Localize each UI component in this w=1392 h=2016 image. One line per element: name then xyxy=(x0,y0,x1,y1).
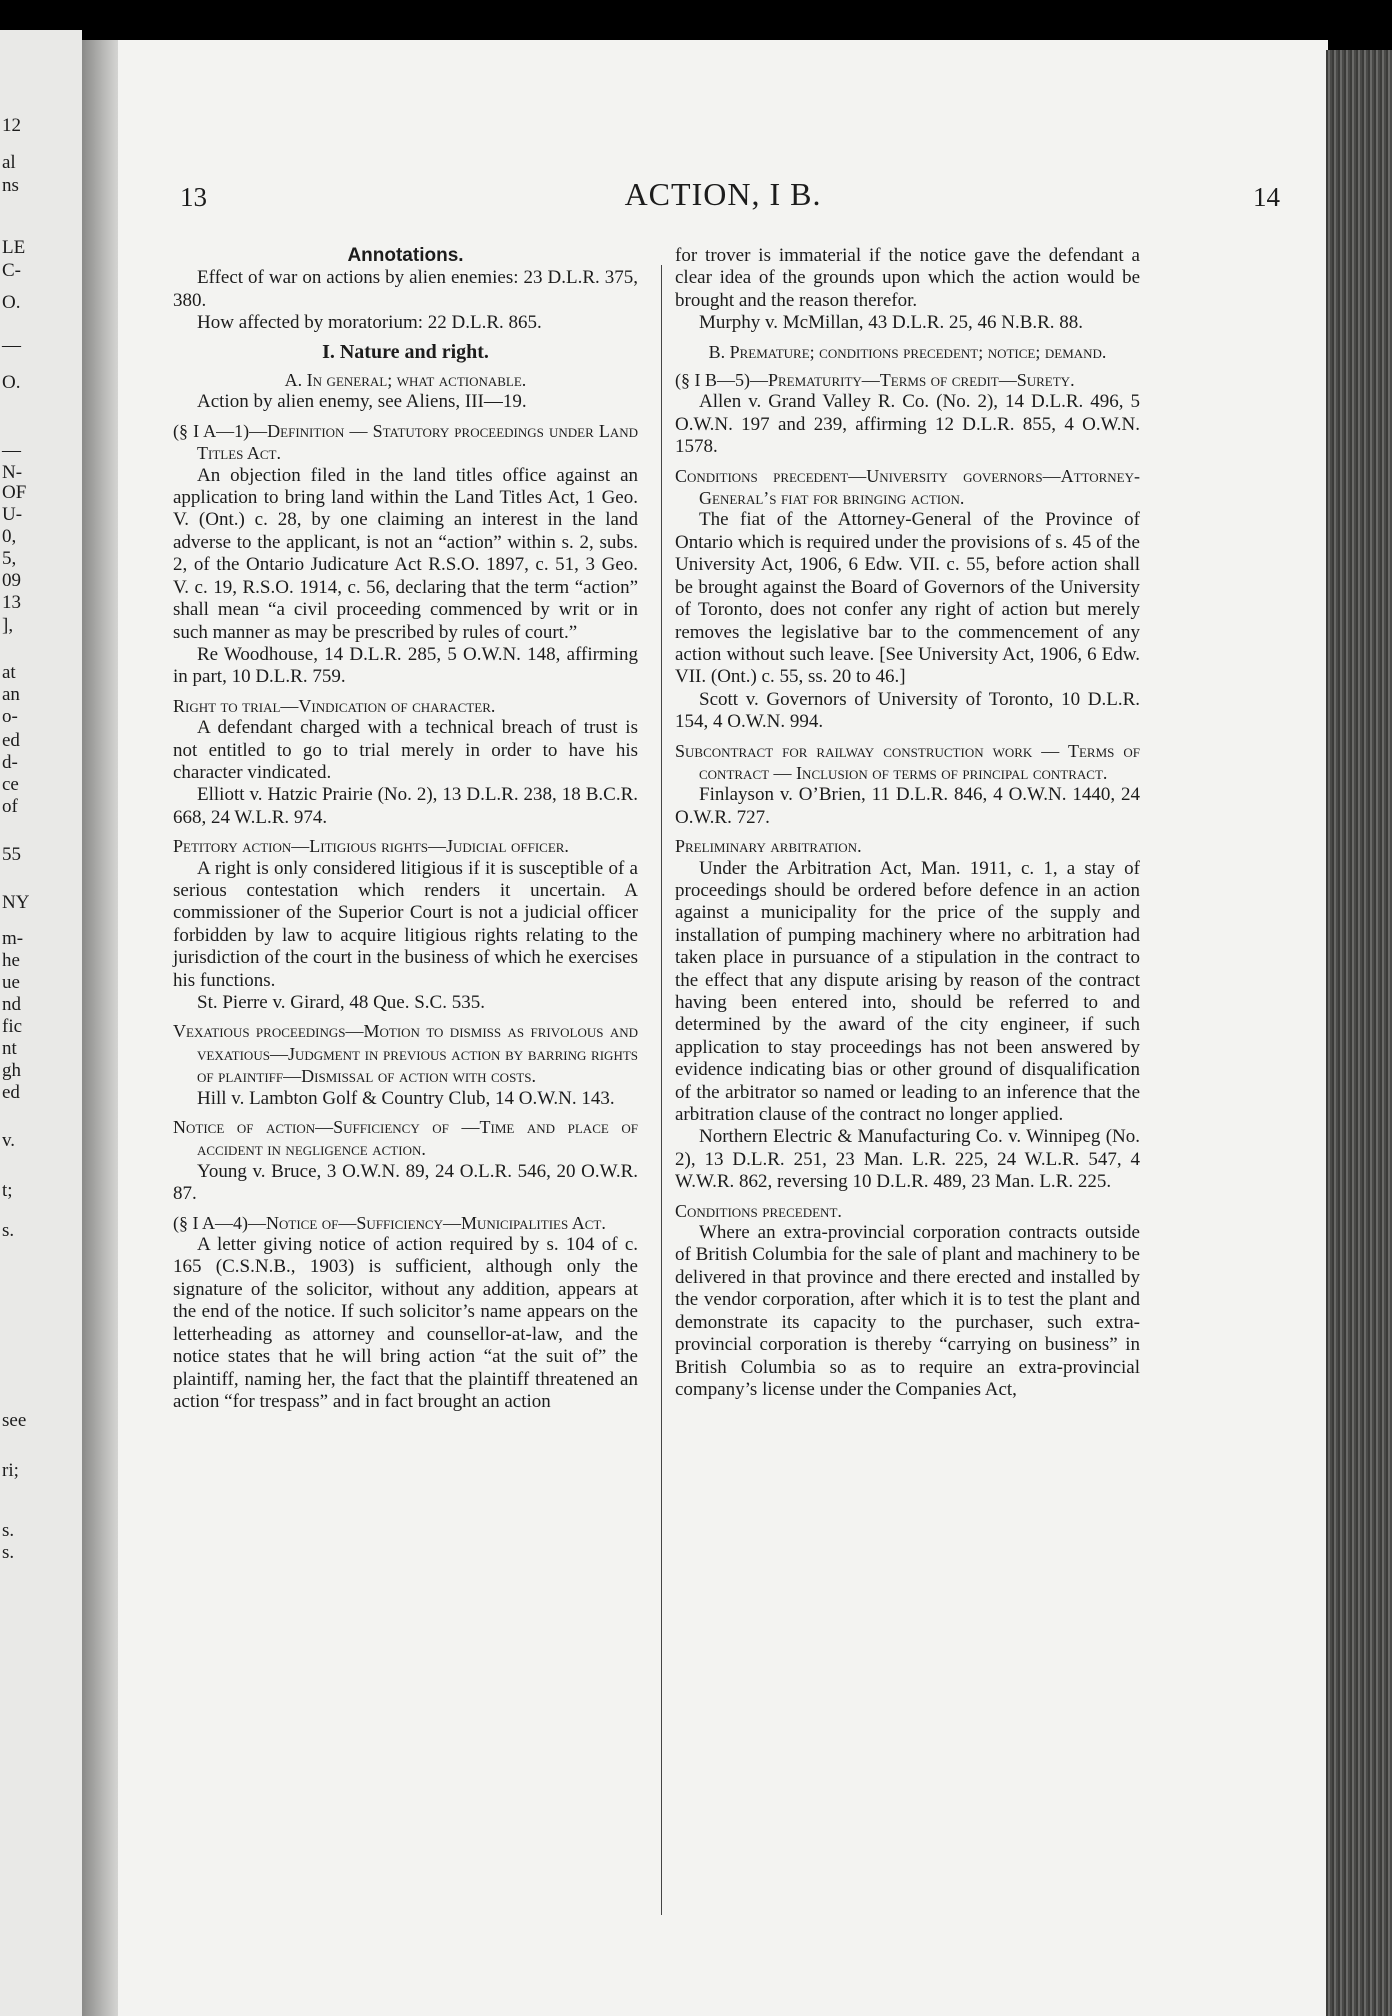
left-column-subhead2: A. In general; what actionable. xyxy=(284,370,527,391)
page-number-left: 13 xyxy=(180,182,207,212)
previous-page-fragment: s. xyxy=(2,1220,15,1241)
right-column-para-cont: for trover is immaterial if the notice gave the defendant a clear idea of the grounds upon which the action would be brought and the reason therefor. xyxy=(675,245,1140,311)
previous-page-fragment: 5, xyxy=(2,548,17,569)
left-column-heading: Right to trial—Vindication of character. xyxy=(173,695,496,716)
left-column-para: Young v. Bruce, 3 O.W.N. 89, 24 O.L.R. 546, 20 O.W.R. 87. xyxy=(173,1160,638,1205)
previous-page-fragment: nt xyxy=(2,1038,17,1059)
left-column-para: Hill v. Lambton Golf & Country Club, 14 O.W.N. 143. xyxy=(197,1087,615,1109)
page-stack-edge xyxy=(1326,50,1392,2016)
running-head: ACTION, I B. xyxy=(624,176,822,212)
previous-page-fragment: 13 xyxy=(2,592,21,613)
previous-page-fragment: N- xyxy=(2,462,23,483)
previous-page-fragment: ], xyxy=(2,615,14,636)
book-gutter xyxy=(82,40,122,2016)
page-number-right: 14 xyxy=(1253,182,1280,212)
right-column-heading: Preliminary arbitration. xyxy=(675,836,862,857)
right-column-para: Murphy v. McMillan, 43 D.L.R. 25, 46 N.B.R. 88. xyxy=(699,312,1084,334)
right-column-heading: (§ I B—5)—Prematurity—Terms of credit—Surety. xyxy=(675,370,1075,391)
right-column-para: The fiat of the Attorney-General of the Province of Ontario which is required under the provisions of s. 45 of the University Act, 1906, 6 Edw. VII. c. 55, before action shall be brought against the Board of Governors of the University of Toronto, does not confer any right of action but merely removes the legislative bar to the commencement of any action without such leave. [See University Act, 1906, 6 Edw. VII. (Ont.) c. 55, ss. 20 to 46.] xyxy=(675,509,1140,688)
right-column-para: Scott v. Governors of University of Toronto, 10 D.L.R. 154, 4 O.W.N. 994. xyxy=(675,688,1140,733)
previous-page-fragment: d- xyxy=(2,752,18,773)
left-column-para: Re Woodhouse, 14 D.L.R. 285, 5 O.W.N. 148, affirming in part, 10 D.L.R. 759. xyxy=(173,643,638,688)
previous-page-fragment: ce xyxy=(2,774,19,795)
previous-page-fragment: — xyxy=(2,440,21,461)
left-column-para: Elliott v. Hatzic Prairie (No. 2), 13 D.L.R. 238, 18 B.C.R. 668, 24 W.L.R. 974. xyxy=(173,784,638,828)
book-page xyxy=(118,40,1328,2016)
previous-page-fragment: O. xyxy=(2,292,21,313)
right-column-subhead2: B. Premature; conditions precedent; notice; demand. xyxy=(708,341,1107,362)
column-divider xyxy=(661,265,662,1915)
right-column-heading: Conditions precedent. xyxy=(675,1200,842,1221)
left-column-title: Annotations. xyxy=(347,245,464,266)
previous-page-edge xyxy=(0,30,82,2016)
previous-page-fragment: an xyxy=(2,684,20,705)
left-column-para: St. Pierre v. Girard, 48 Que. S.C. 535. xyxy=(197,992,485,1013)
left-column-para: How affected by moratorium: 22 D.L.R. 865. xyxy=(197,312,542,334)
left-column xyxy=(173,245,638,1413)
left-column-para: A letter giving notice of action required by s. 104 of c. 165 (C.S.N.B., 1903) is sufficient, although only the signature of the solicitor, without any addition, appears at the end of the notice. If such solicitor’s name appears on the letterheading as attorney and counsellor-at-law, and the notice states that he will bring action “at the suit of” the plaintiff, naming her, the fact that the plaintiff threatened an action “for trespass” and in fact brought an action xyxy=(173,1234,638,1412)
previous-page-fragment: NY xyxy=(2,892,30,913)
previous-page-fragment: 55 xyxy=(2,844,21,865)
previous-page-fragment: 0, xyxy=(2,526,17,547)
left-column-heading: Vexatious proceedings—Motion to dismiss as frivolous and vexatious—Judgment in previous action by barring rights of plaintiff—Dismissal of action with costs. xyxy=(173,1021,638,1087)
previous-page-fragment: m- xyxy=(2,928,24,949)
right-column-para: Northern Electric & Manufacturing Co. v. Winnipeg (No. 2), 13 D.L.R. 251, 23 Man. L.R. 225, 24 W.L.R. 547, 4 W.W.R. 862, reversing 10 D.L.R. 489, 23 Man. L.R. 225. xyxy=(675,1126,1140,1193)
left-column-subhead: I. Nature and right. xyxy=(322,340,489,363)
previous-page-fragment: ed xyxy=(2,1082,20,1103)
left-column-heading: (§ I A—4)—Notice of—Sufficiency—Municipalities Act. xyxy=(173,1212,606,1233)
right-column-heading: Subcontract for railway construction work — Terms of contract — Inclusion of terms of principal contract. xyxy=(675,740,1140,783)
previous-page-fragment: ue xyxy=(2,972,20,993)
right-column-para: Finlayson v. O’Brien, 11 D.L.R. 846, 4 O.W.N. 1440, 24 O.W.R. 727. xyxy=(675,784,1140,828)
previous-page-fragment: gh xyxy=(2,1060,21,1081)
right-column xyxy=(675,245,1140,1401)
previous-page-fragment: LE xyxy=(2,237,26,258)
previous-page-fragment: al xyxy=(2,152,16,173)
previous-page-fragment: fic xyxy=(2,1016,23,1037)
right-column-heading: Conditions precedent—University governors—Attorney-General’s fiat for bringing action. xyxy=(675,465,1140,509)
previous-page-fragment: t; xyxy=(2,1180,13,1201)
previous-page-fragment: 12 xyxy=(2,115,21,136)
previous-page-fragment: s. xyxy=(2,1542,15,1563)
previous-page-fragment: C- xyxy=(2,260,21,281)
left-column-heading: (§ I A—1)—Definition — Statutory proceedings under Land Titles Act. xyxy=(173,420,638,464)
previous-page-fragment: ed xyxy=(2,730,20,751)
previous-page-fragment: — xyxy=(2,335,21,356)
left-column-para: Action by alien enemy, see Aliens, III—19. xyxy=(197,391,527,413)
previous-page-fragment: ri; xyxy=(2,1460,19,1481)
previous-page-fragment: 09 xyxy=(2,570,21,591)
previous-page-fragment: o- xyxy=(2,706,18,727)
previous-page-fragment: he xyxy=(2,950,20,971)
right-column-para: Allen v. Grand Valley R. Co. (No. 2), 14 D.L.R. 496, 5 O.W.N. 197 and 239, affirming 12 D.L.R. 855, 4 O.W.N. 1578. xyxy=(675,391,1140,458)
right-column-para: Where an extra-provincial corporation contracts outside of British Columbia for the sale of plant and machinery to be delivered in that province and there erected and installed by the vendor corporation, after which it is to test the plant and demonstrate its capacity to the purchaser, such extra-provincial corporation is thereby “carrying on business” in British Columbia so as to require an extra-provincial company’s license under the Companies Act, xyxy=(675,1222,1140,1400)
previous-page-fragment: s. xyxy=(2,1520,15,1541)
previous-page-fragment: OF xyxy=(2,482,27,503)
left-column-para: Effect of war on actions by alien enemies: 23 D.L.R. 375, 380. xyxy=(173,267,638,311)
right-column-para: Under the Arbitration Act, Man. 1911, c. 1, a stay of proceedings should be ordered before defence in an action against a municipality for the price of the supply and installation of pumping machinery where no arbitration had taken place in pursuance of a stipulation in the contract to the effect that any dispute arising by reason of the contract having been entered into, should be referred to and determined by the award of the city engineer, if such application to stay proceedings has not been answered by evidence indicating bias or other ground of disqualification of the arbitrator so named or leading to an inference that the arbitration clause of the contract no longer applied. xyxy=(675,857,1140,1126)
previous-page-fragment: see xyxy=(2,1410,27,1431)
previous-page-fragment: U- xyxy=(2,504,23,525)
page-header xyxy=(118,150,1328,210)
left-column-heading: Notice of action—Sufficiency of —Time and place of accident in negligence action. xyxy=(173,1117,638,1160)
previous-page-fragment: at xyxy=(2,662,16,683)
left-column-para: A right is only considered litigious if it is susceptible of a serious contestation which renders it uncertain. A commissioner of the Superior Court is not a judicial officer forbidden by law to acquire litigious rights relating to the jurisdiction of the court in the business of which he exercises his functions. xyxy=(173,857,638,991)
previous-page-fragment: v. xyxy=(2,1130,16,1151)
previous-page-fragment: ns xyxy=(2,175,19,196)
left-column-para: A defendant charged with a technical breach of trust is not entitled to go to trial merely in order to have his character vindicated. xyxy=(173,717,638,783)
left-column-heading: Petitory action—Litigious rights—Judicial officer. xyxy=(173,836,569,857)
previous-page-fragment: nd xyxy=(2,994,21,1015)
left-column-para: An objection filed in the land titles office against an application to bring land within the Land Titles Act, 1 Geo. V. (Ont.) c. 28, by one claiming an interest in the land adverse to the applicant, is not an “action” within s. 2, subs. 2, of the Ontario Judicature Act R.S.O. 1897, c. 51, 3 Geo. V. c. 19, R.S.O. 1914, c. 56, declaring that the term “action” shall mean “a civil proceeding commenced by writ or in such manner as may be prescribed by rules of court.” xyxy=(173,464,638,643)
previous-page-fragment: of xyxy=(2,796,18,817)
previous-page-fragment: O. xyxy=(2,372,21,393)
